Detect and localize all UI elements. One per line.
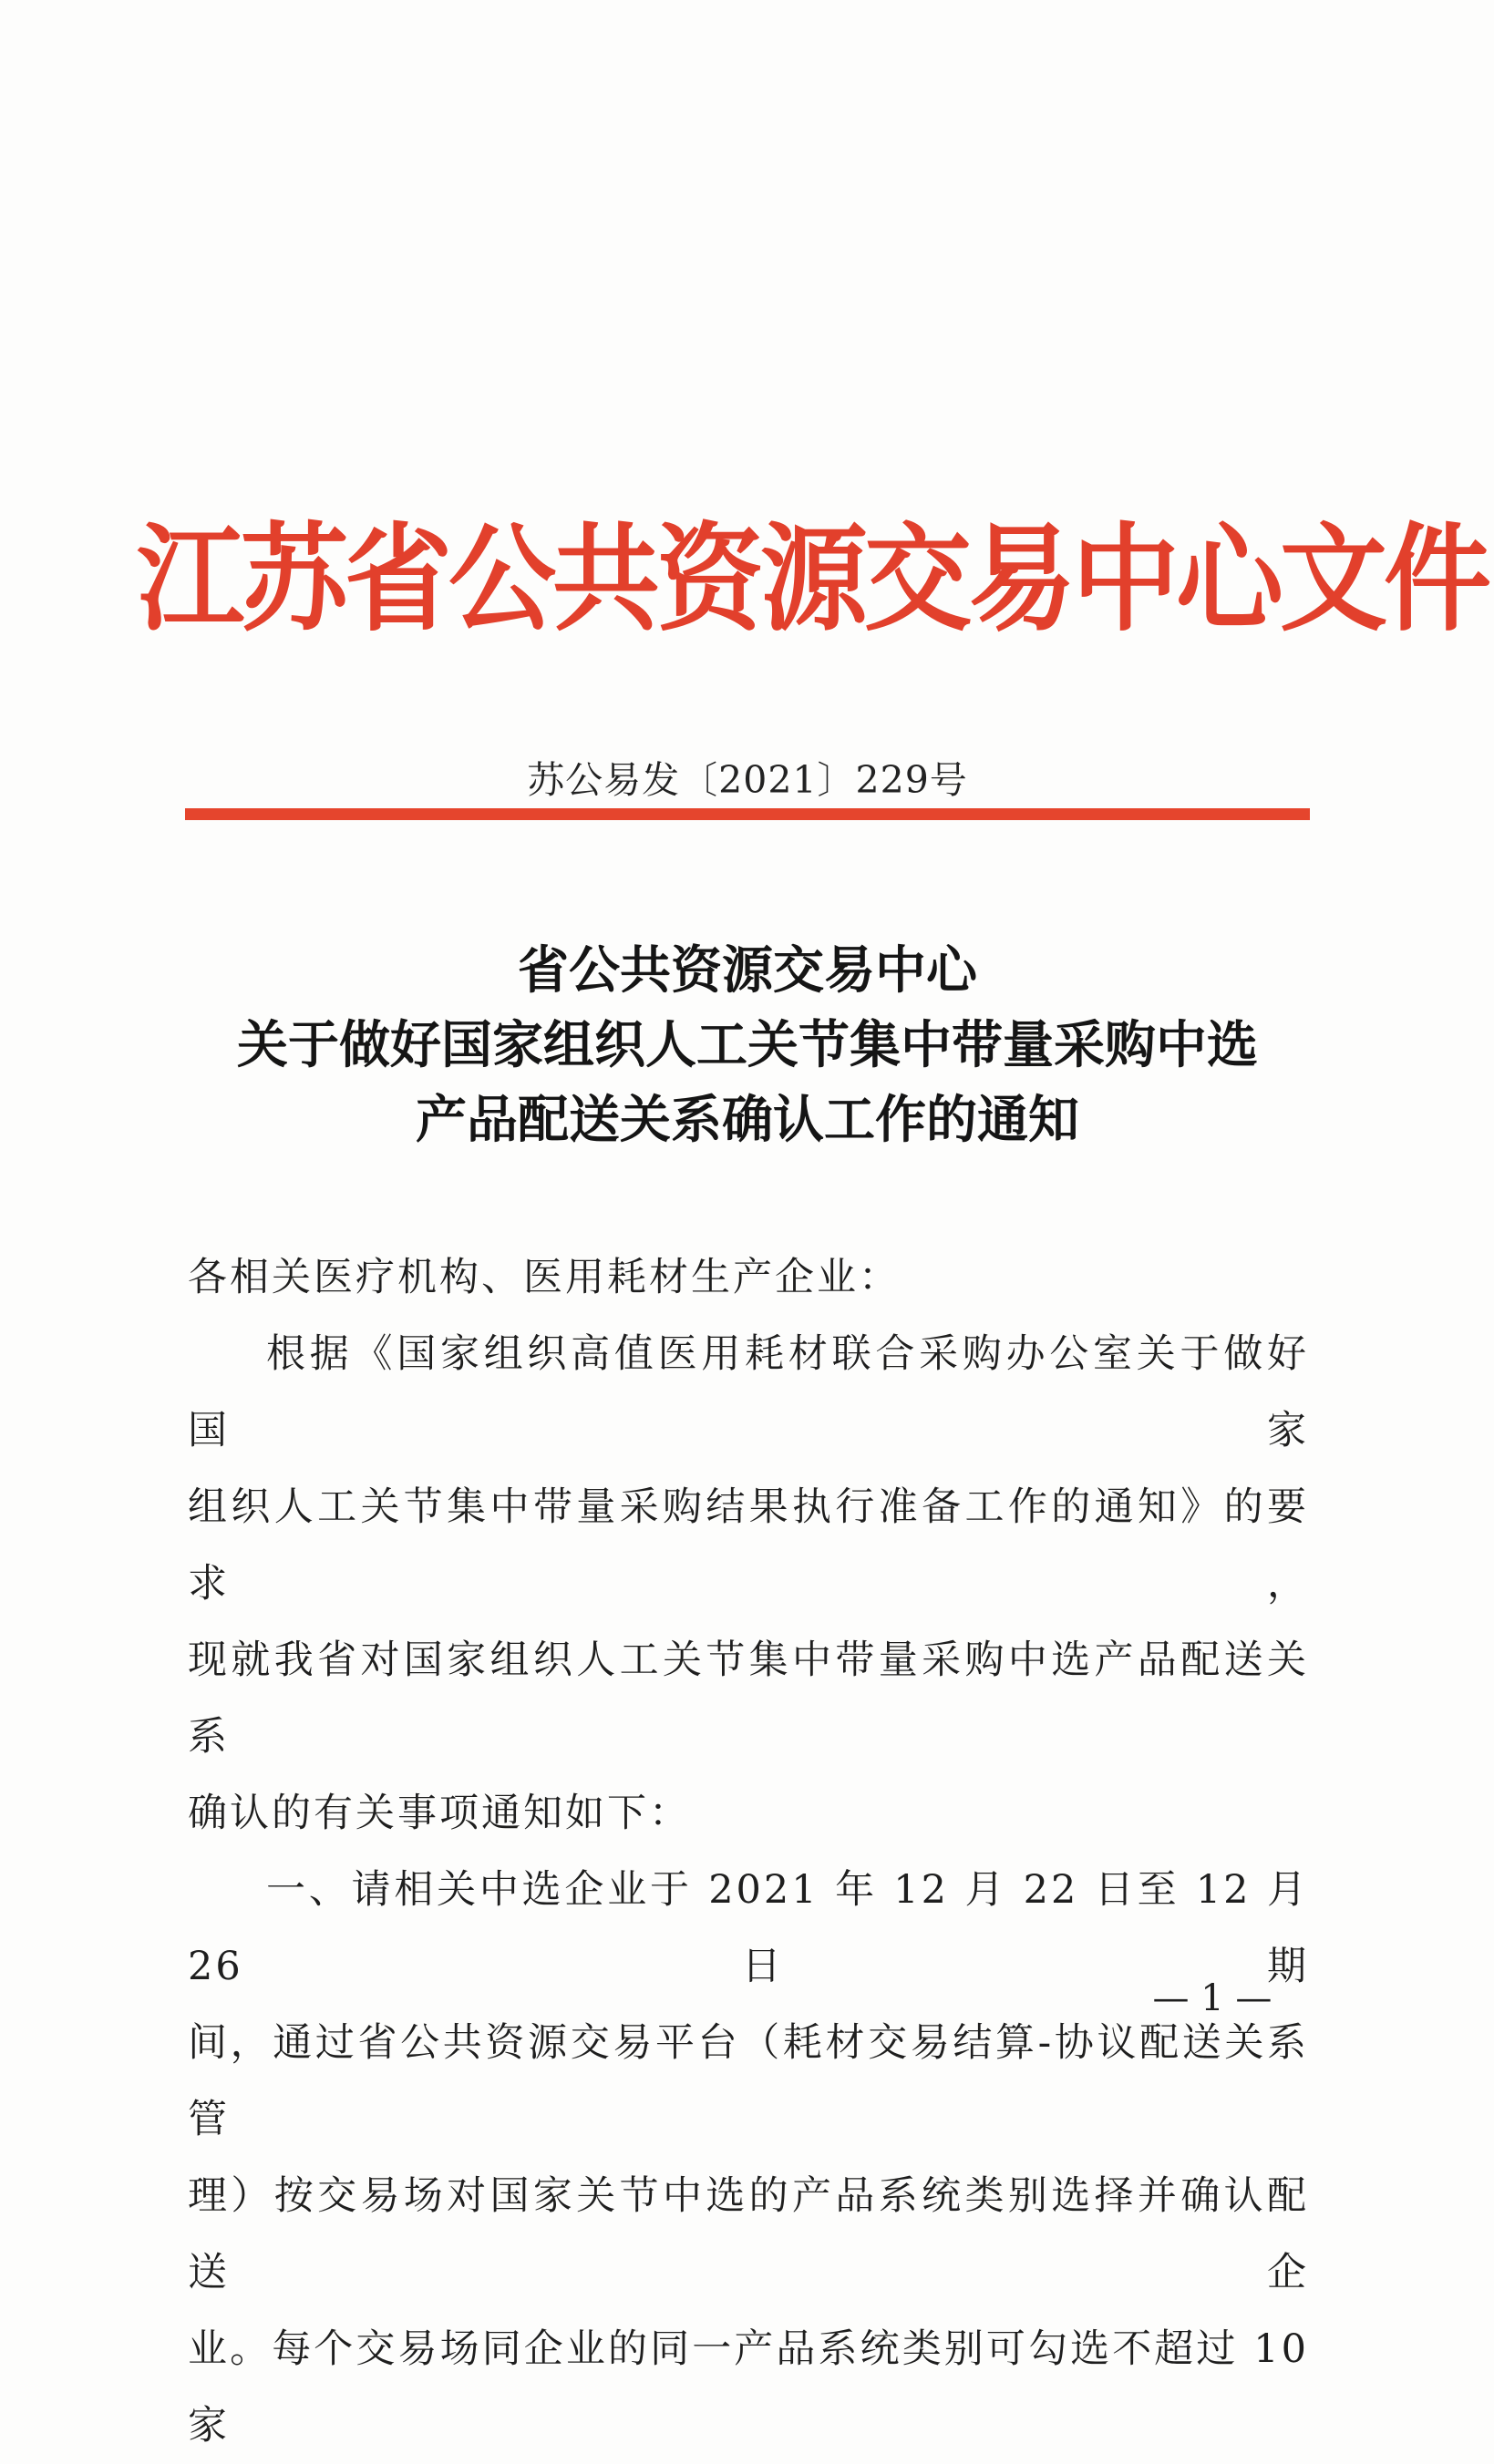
title-line: 省公共资源交易中心 xyxy=(518,941,977,1001)
title-line: 产品配送关系确认工作的通知 xyxy=(416,1091,1079,1150)
title-line: 关于做好国家组织人工关节集中带量采购中选 xyxy=(237,1016,1258,1075)
body-line: 确认的有关事项通知如下： xyxy=(188,1791,691,1836)
body-line: 理）按交易场对国家关节中选的产品系统类别选择并确认配送企 xyxy=(188,2173,1309,2295)
body-line: 间，通过省公共资源交易平台（耗材交易结算-协议配送关系管 xyxy=(188,2020,1309,2142)
body-line: 根据《国家组织高值医用耗材联合采购办公室关于做好国家 xyxy=(188,1331,1309,1453)
document-number: 苏公易发〔2021〕229号 xyxy=(527,758,968,802)
salutation: 各相关医疗机构、医用耗材生产企业： xyxy=(188,1255,901,1300)
body-line: 业。每个交易场同企业的同一产品系统类别可勾选不超过 10 家 xyxy=(188,2326,1309,2449)
document-title xyxy=(137,934,1358,1158)
red-divider-rule xyxy=(185,808,1310,820)
body-line: 现就我省对国家组织人工关节集中带量采购中选产品配送关系 xyxy=(188,1638,1309,1760)
page-number: — 1 — xyxy=(1152,1977,1272,2019)
body-line: 组织人工关节集中带量采购结果执行准备工作的通知》的要求， xyxy=(188,1484,1309,1607)
document-body xyxy=(188,1239,1309,2464)
document-masthead: 江苏省公共资源交易中心文件 xyxy=(137,510,1489,647)
body-line: 一、请相关中选企业于 2021 年 12 月 22 日至 12 月 26 日期 xyxy=(188,1867,1309,1989)
